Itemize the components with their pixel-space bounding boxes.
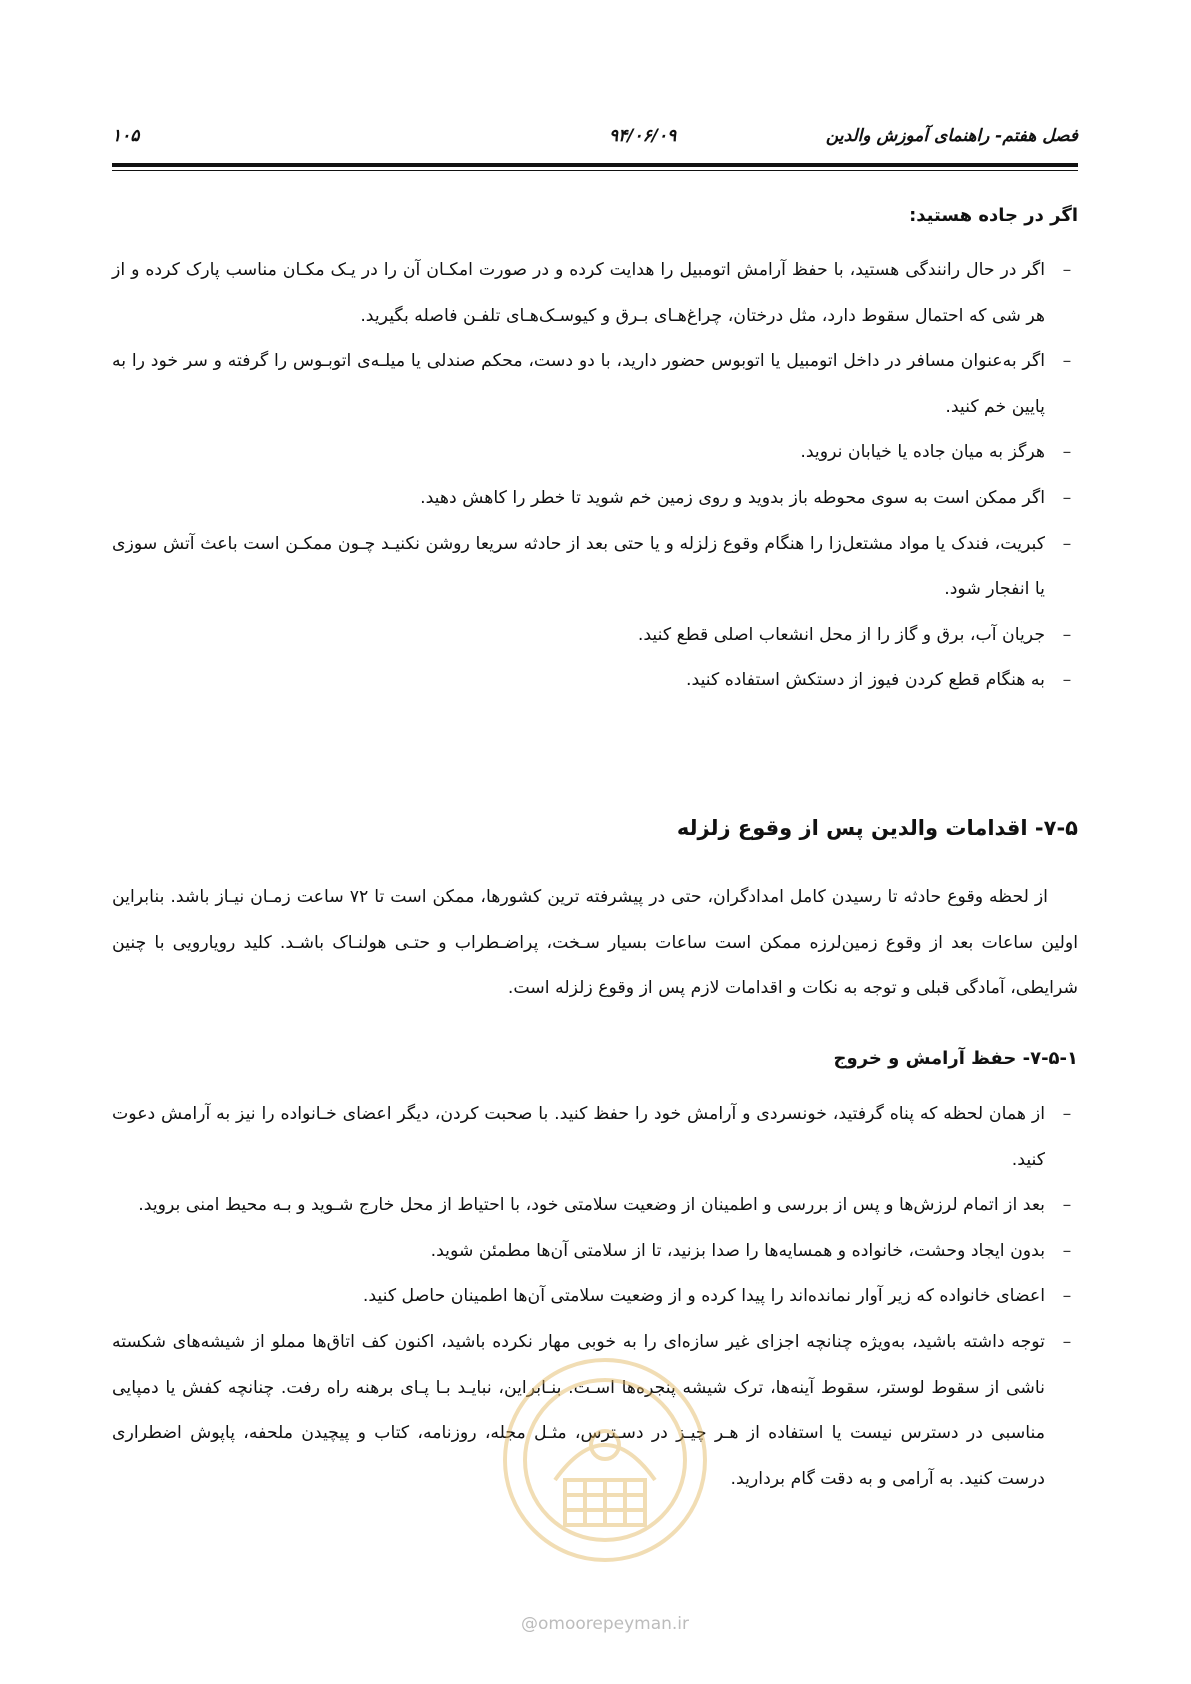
- list-item-text: بعد از اتمام لرزش‌ها و پس از بررسی و اطمینان از وضعیت سلامتی خود، با احتیاط از محل خارج شـوید و بـه محیط امنی بروید.: [138, 1195, 1045, 1216]
- list-item: [112, 613, 1078, 659]
- header-rule-thin: [112, 170, 1078, 171]
- list-item: [112, 1183, 1078, 1229]
- header-rule-thick: [112, 163, 1078, 167]
- watermark-arch: [555, 1445, 655, 1480]
- list-item-text: اگر در حال رانندگی هستید، با حفظ آرامش اتومبیل را هدایت کرده و در صورت امکـان آن را در یـک مکـان مناسب پارک کرده و از هر شی که احتمال سقوط دارد، مثل درختان، چراغ‌هـای بـرق و کیوسـک‌هـای تلفـن فاصله بگیرید.: [112, 260, 1045, 326]
- watermark-logo: [495, 1350, 715, 1570]
- list-item-text: اعضای خانواده که زیر آوار نمانده‌اند را پیدا کرده و از وضعیت سلامتی آن‌ها اطمینان حاصل کنید.: [362, 1286, 1045, 1307]
- subsection-heading: ۷-۵-۱- حفظ آرامش و خروج: [833, 1048, 1078, 1069]
- bullet-dash: –: [1062, 442, 1072, 463]
- bullet-dash: –: [1062, 351, 1072, 372]
- list-item: [112, 1229, 1078, 1275]
- list-item-text: جریان آب، برق و گاز را از محل انشعاب اصلی قطع کنید.: [637, 624, 1045, 645]
- bullet-dash: –: [1062, 1195, 1072, 1216]
- list-item-text: اگر ممکن است به سوی محوطه باز بدوید و روی زمین خم شوید تا خطر را کاهش دهید.: [420, 487, 1045, 508]
- page-header: [112, 126, 1078, 152]
- list-item: [112, 1274, 1078, 1320]
- section-heading: ۷-۵- اقدامات والدین پس از وقوع زلزله: [676, 816, 1078, 840]
- bullet-dash: –: [1062, 1286, 1072, 1307]
- road-list: [112, 248, 1078, 704]
- list-item-text: از همان لحظه که پناه گرفتید، خونسردی و آرامش خود را حفظ کنید. با صحبت کردن، دیگر اعضای خـانواده را نیز به آرامش دعوت کنید.: [112, 1104, 1045, 1170]
- list-item: [112, 476, 1078, 522]
- watermark-site: @omoorepeyman.ir: [520, 1614, 690, 1634]
- list-item: [112, 522, 1078, 613]
- bullet-dash: –: [1062, 487, 1072, 508]
- bullet-dash: –: [1062, 624, 1072, 645]
- bullet-dash: –: [1062, 1331, 1072, 1352]
- list-item: [112, 339, 1078, 430]
- list-item-text: بدون ایجاد وحشت، خانواده و همسایه‌ها را صدا بزنید، تا از سلامتی آن‌ها مطمئن شوید.: [430, 1240, 1045, 1261]
- section-paragraph: از لحظه وقوع حادثه تا رسیدن کامل امدادگران، حتی در پیشرفته ترین کشورها، ممکن است تا ۷۲ ساعت زمـان نیـاز باشد. بنابراین اولین ساعات بعد از وقوع زمین‌لرزه ممکن است ساعات بسیار سـخت، پراضـطراب و حتـی هولنـاک باشـد. کلید رویارویی با چنین شرایطی، آمادگی قبلی و توجه به نکات و اقدامات لازم پس از وقوع زلزله است.: [112, 887, 1078, 999]
- list-item: [112, 430, 1078, 476]
- list-item-text: کبریت، فندک یا مواد مشتعل‌زا را هنگام وقوع زلزله و یا حتی بعد از حادثه سریعا روشن نکنیـد چـون ممکـن است باعث آتش سوزی یا انفجار شود.: [112, 533, 1045, 600]
- bullet-dash: –: [1062, 533, 1072, 554]
- bullet-dash: –: [1062, 1240, 1072, 1261]
- header-date: ۹۴/۰۶/۰۹: [609, 126, 677, 146]
- bullet-dash: –: [1062, 670, 1072, 691]
- list-item-text: توجه داشته باشید، به‌ویژه چنانچه اجزای غیر سازه‌ای را به خوبی مهار نکرده باشید، اکنون کف اتاق‌ها مملو از شیشه‌های شکسته ناشی از سقوط لوستر، سقوط آینه‌ها، ترک شیشه پنجره‌ها اسـت. بنـابراین، نبایـد بـا پـای برهنه راه رفت. چنانچه کفش یا دمپایی مناسبی در دسترس نیست یا استفاده از هـر چیـز در دسـترس، مثـل مجله، روزنامه، کتاب و پیچیدن ملحفه، پاپوش اضطراری درست کنید. به آرامی و به دقت گام بردارید.: [112, 1331, 1045, 1489]
- page-number: ۱۰۵: [112, 126, 140, 146]
- list-item-text: به هنگام قطع کردن فیوز از دستکش استفاده کنید.: [686, 670, 1045, 691]
- watermark-grid: [565, 1480, 645, 1525]
- list-item: [112, 248, 1078, 339]
- road-heading: اگر در جاده هستید:: [909, 205, 1078, 226]
- bullet-dash: –: [1062, 260, 1072, 280]
- bullet-dash: –: [1062, 1104, 1072, 1124]
- list-item: [112, 1092, 1078, 1183]
- list-item: [112, 658, 1078, 704]
- chapter-title: فصل هفتم- راهنمای آموزش والدین: [825, 126, 1078, 146]
- list-item-text: اگر به‌عنوان مسافر در داخل اتومبیل یا اتوبوس حضور دارید، با دو دست، محکم صندلی یا میلـه‌ی اتوبـوس را گرفته و سر خود را به پایین خم کنید.: [112, 351, 1045, 417]
- list-item-text: هرگز به میان جاده یا خیابان نروید.: [800, 442, 1045, 463]
